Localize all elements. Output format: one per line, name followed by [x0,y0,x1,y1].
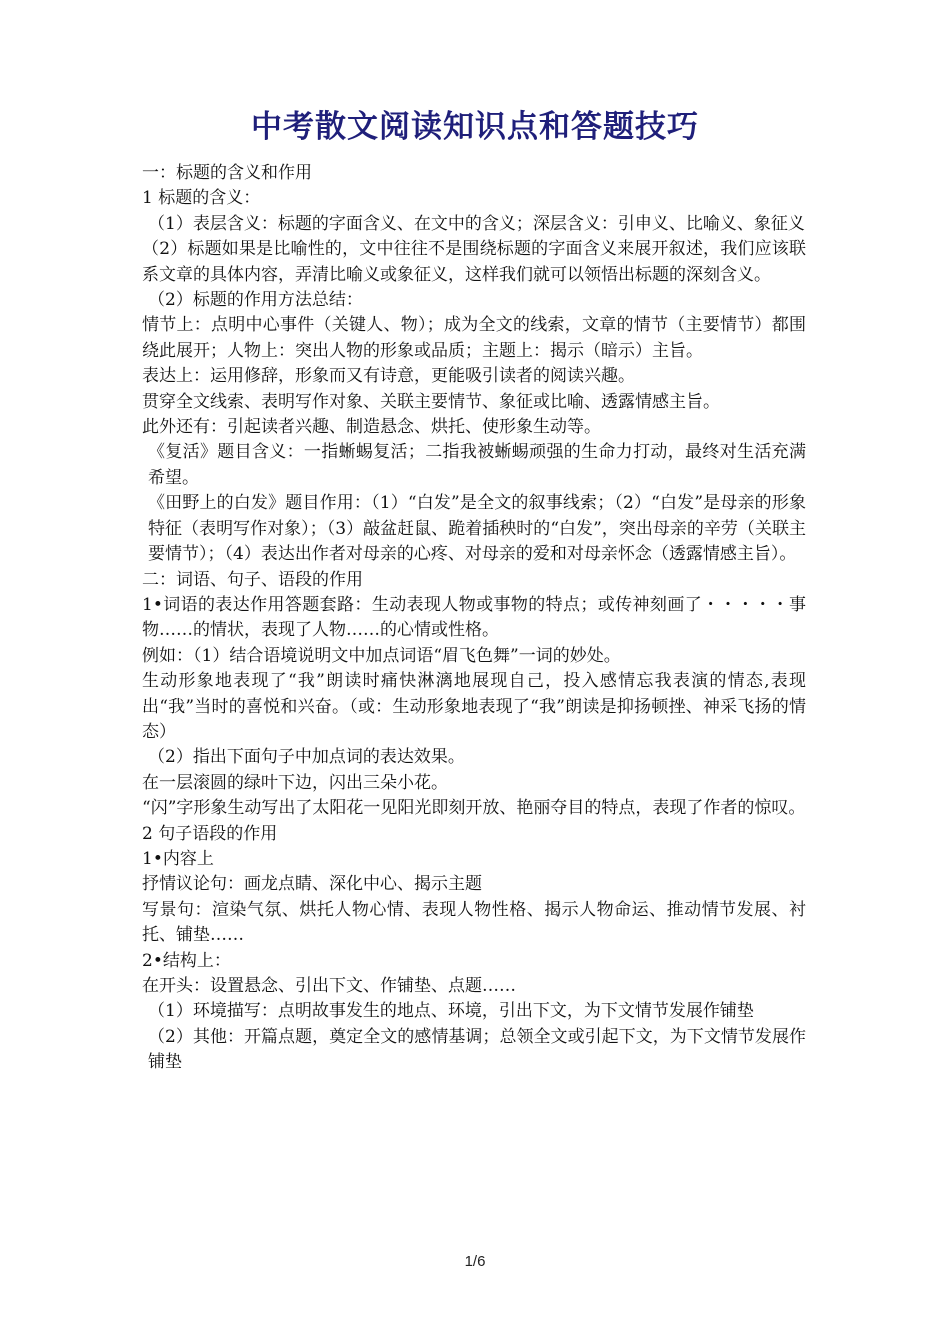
document-body [142,161,806,1076]
paragraph: 在一层滚圆的绿叶下边，闪出三朵小花。 [142,772,448,793]
subsection-heading: 2 句子语段的作用 [142,823,278,844]
paragraph: 《复活》题目含义：一指蜥蜴复活；二指我被蜥蜴顽强的生命力打动，最终对生活充满希望。 [148,442,806,488]
section-heading: 一：标题的含义和作用 [142,163,312,183]
paragraph: 《田野上的白发》题目作用：（1）“白发”是全文的叙事线索；（2）“白发”是母亲的形象特征（表明写作对象）；（3）敲盆赶鼠、跪着插秧时的“白发”，突出母亲的辛劳（关联主要情节）；（4）表达出作者对母亲的心疼、对母亲的爱和对母亲怀念（透露情感主旨）。 [148,493,806,565]
subsection-heading: 1•内容上 [142,848,214,869]
paragraph: （1）表层含义：标题的字面含义、在文中的含义；深层含义：引申义、比喻义、象征义 [148,213,805,234]
paragraph: 写景句：渲染气氛、烘托人物心情、表现人物性格、揭示人物命运、推动情节发展、衬托、铺垫…… [142,899,806,946]
paragraph: 此外还有：引起读者兴趣、制造悬念、烘托、使形象生动等。 [142,417,601,438]
paragraph: 表达上：运用修辞，形象而又有诗意，更能吸引读者的阅读兴趣。 [142,366,635,387]
paragraph: （2）其他：开篇点题，奠定全文的感情基调；总领全文或引起下文，为下文情节发展作铺垫 [148,1026,806,1073]
paragraph: 在开头：设置悬念、引出下文、作铺垫、点题…… [142,976,516,996]
paragraph: （1）环境描写：点明故事发生的地点、环境，引出下文，为下文情节发展作铺垫 [148,1001,754,1022]
subsection-heading: 2•结构上： [142,950,231,971]
paragraph: “闪”字形象生动写出了太阳花一见阳光即刻开放、艳丽夺目的特点，表现了作者的惊叹。 [142,798,806,819]
paragraph: （2）指出下面句子中加点词的表达效果。 [148,747,465,768]
section-heading: 二：词语、句子、语段的作用 [142,569,363,590]
subsection-heading: 1 标题的含义： [142,188,261,209]
paragraph: 1•词语的表达作用答题套路：生动表现人物或事物的特点；或传神刻画了・・・・・事物……的情状，表现了人物……的心情或性格。 [142,594,806,641]
document-title: 中考散文阅读知识点和答题技巧 [251,109,699,145]
paragraph: （2）标题的作用方法总结： [148,290,363,311]
paragraph: 例如：（1）结合语境说明文中加点词语“眉飞色舞”一词的妙处。 [142,645,621,666]
paragraph: 抒情议论句：画龙点睛、深化中心、揭示主题 [142,874,482,895]
paragraph: 生动形象地表现了“我”朗读时痛快淋漓地展现自己，投入感情忘我表演的情态,表现出“我”当时的喜悦和兴奋。（或：生动形象地表现了“我”朗读是抑扬顿挫、神采飞扬的情态） [142,671,806,742]
paragraph: 情节上：点明中心事件（关键人、物）；成为全文的线索，文章的情节（主要情节）都围绕此展开；人物上：突出人物的形象或品质；主题上：揭示（暗示）主旨。 [142,315,806,361]
page-number: 1/6 [464,1253,486,1270]
paragraph: （2）标题如果是比喻性的，文中往往不是围绕标题的字面含义来展开叙述，我们应该联系文章的具体内容，弄清比喻义或象征义，这样我们就可以领悟出标题的深刻含义。 [142,239,806,285]
paragraph: 贯穿全文线索、表明写作对象、关联主要情节、象征或比喻、透露情感主旨。 [142,391,720,412]
